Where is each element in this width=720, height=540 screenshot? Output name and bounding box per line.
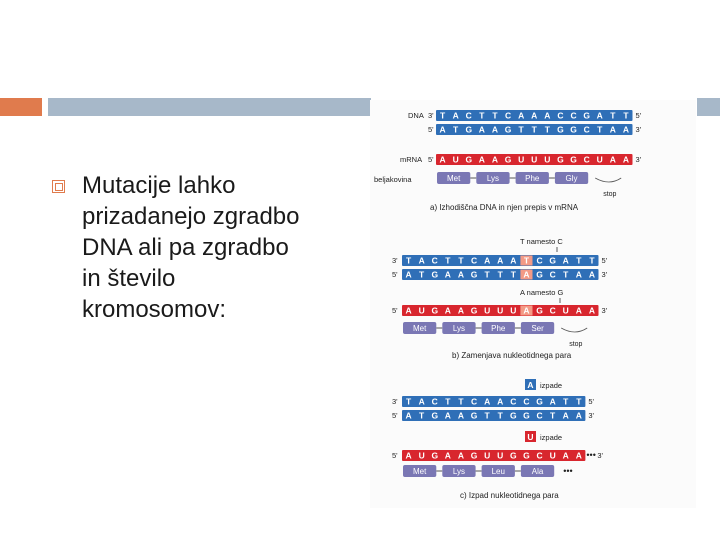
nucleotide: A: [531, 110, 538, 121]
nucleotide: G: [465, 124, 473, 135]
nucleotide: C: [557, 110, 564, 121]
nucleotide: A: [575, 410, 582, 421]
prime-label: 3': [588, 411, 595, 420]
nucleotide: U: [452, 154, 459, 165]
nucleotide: G: [504, 154, 512, 165]
nucleotide: A: [622, 124, 630, 135]
prime-label: 3': [601, 270, 608, 279]
nucleotide: A: [523, 269, 530, 280]
nucleotide: T: [497, 269, 503, 280]
nucleotide: T: [405, 255, 412, 266]
strand-c-bot_strand: [402, 410, 585, 421]
nucleotide: T: [439, 110, 446, 121]
nucleotide: A: [518, 110, 525, 121]
nucleotide: G: [431, 450, 439, 461]
protein-label: beljakovina: [374, 175, 412, 184]
nucleotide: T: [445, 255, 451, 266]
mutation-note: izpade: [540, 381, 563, 390]
prime-label: 3': [601, 306, 608, 315]
prime-label: 5': [392, 451, 398, 460]
nucleotide: U: [531, 154, 538, 165]
nucleotide: C: [536, 450, 543, 461]
nucleotide: A: [444, 269, 451, 280]
nucleotide: G: [523, 410, 530, 421]
nucleotide: T: [531, 124, 537, 135]
nucleotide: T: [445, 396, 451, 407]
nucleotide: G: [465, 154, 473, 165]
nucleotide: G: [504, 124, 512, 135]
nucleotide: T: [597, 124, 603, 135]
nucleotide: G: [470, 410, 478, 421]
nucleotide: G: [470, 305, 478, 316]
stop-bracket: [561, 328, 587, 332]
nucleotide: C: [570, 110, 577, 121]
prime-label: 5': [635, 111, 642, 120]
nucleotide: T: [510, 269, 516, 280]
mutation-note: T namesto C: [520, 237, 563, 246]
nucleotide: A: [457, 269, 465, 280]
amino-acid-label: Met: [412, 467, 427, 476]
nucleotide: G: [431, 305, 439, 316]
nucleotide: T: [576, 255, 582, 266]
nucleotide: U: [484, 305, 491, 316]
nucleotide: C: [431, 396, 438, 407]
amino-acid-label: Phe: [525, 174, 540, 183]
nucleotide: T: [419, 269, 425, 280]
nucleotide: T: [453, 124, 459, 135]
nucleotide: A: [562, 410, 569, 421]
nucleotide: A: [588, 305, 596, 316]
nucleotide: T: [492, 110, 498, 121]
nucleotide: A: [562, 255, 569, 266]
nucleotide: U: [484, 450, 491, 461]
nucleotide: A: [588, 269, 596, 280]
stop-label: stop: [603, 191, 617, 198]
nucleotide: C: [549, 269, 556, 280]
nucleotide: A: [418, 396, 425, 407]
nucleotide: A: [596, 110, 603, 121]
nucleotide: A: [544, 110, 551, 121]
nucleotide: U: [549, 450, 556, 461]
nucleotide: G: [536, 269, 543, 280]
deleted-base: U: [527, 432, 534, 442]
nucleotide: T: [544, 124, 550, 135]
nucleotide: U: [497, 450, 504, 461]
accent-bar-orange: [0, 98, 42, 116]
amino-acid-label: Met: [412, 324, 427, 333]
nucleotide: A: [457, 450, 465, 461]
nucleotide: C: [470, 396, 478, 407]
nucleotide: A: [609, 124, 616, 135]
nucleotide: G: [536, 305, 543, 316]
nucleotide: A: [444, 305, 451, 316]
nucleotide: A: [562, 450, 569, 461]
prime-label: 3': [635, 125, 642, 134]
stop-label: stop: [569, 341, 583, 348]
nucleotide: A: [575, 450, 582, 461]
nucleotide: A: [523, 305, 530, 316]
ellipsis: •••: [586, 450, 596, 460]
nucleotide: T: [563, 396, 569, 407]
nucleotide: G: [470, 269, 478, 280]
nucleotide: A: [439, 154, 446, 165]
mrna-label: mRNA: [400, 155, 423, 164]
nucleotide: G: [431, 410, 439, 421]
nucleotide: A: [444, 410, 451, 421]
nucleotide: A: [549, 396, 556, 407]
nucleotide: T: [623, 110, 629, 121]
prime-label: 5': [428, 155, 434, 164]
prime-label: 3': [392, 256, 398, 265]
nucleotide: A: [575, 305, 582, 316]
nucleotide: U: [418, 450, 425, 461]
prime-label: 3': [428, 111, 434, 120]
nucleotide: T: [419, 410, 425, 421]
nucleotide: A: [405, 305, 412, 316]
nucleotide: T: [576, 396, 582, 407]
nucleotide: C: [465, 110, 472, 121]
amino-acid-label: Lys: [486, 174, 500, 183]
nucleotide: C: [583, 154, 590, 165]
nucleotide: G: [510, 450, 517, 461]
nucleotide: T: [497, 410, 503, 421]
nucleotide: A: [418, 255, 425, 266]
strand-c-mrna_strand: [402, 450, 585, 461]
nucleotide: A: [439, 124, 446, 135]
nucleotide: T: [610, 110, 616, 121]
nucleotide: A: [491, 154, 499, 165]
prime-label: 3': [597, 451, 604, 460]
prime-label: 5': [601, 256, 608, 265]
nucleotide: A: [452, 110, 459, 121]
ellipsis: •••: [563, 466, 573, 476]
nucleotide: U: [562, 305, 569, 316]
dna-label: DNA: [408, 111, 424, 120]
amino-acid-label: Lys: [452, 324, 466, 333]
nucleotide: A: [444, 450, 451, 461]
caption-c: c) Izpad nukleotidnega para: [460, 491, 559, 500]
nucleotide: T: [458, 396, 464, 407]
nucleotide: U: [510, 305, 517, 316]
amino-acid-label: Ser: [531, 324, 544, 333]
prime-label: 5': [392, 306, 398, 315]
nucleotide: A: [497, 255, 504, 266]
nucleotide: A: [622, 154, 630, 165]
amino-acid-label: Lys: [452, 467, 466, 476]
nucleotide: G: [523, 450, 530, 461]
nucleotide: T: [523, 255, 530, 266]
nucleotide: A: [484, 396, 491, 407]
nucleotide: G: [549, 255, 556, 266]
mutation-diagram: [370, 100, 696, 508]
nucleotide: G: [431, 269, 439, 280]
nucleotide: G: [510, 410, 517, 421]
nucleotide: C: [583, 124, 590, 135]
nucleotide: C: [510, 396, 517, 407]
strand-c-top_strand: [402, 396, 585, 407]
nucleotide: T: [479, 110, 485, 121]
nucleotide: A: [405, 450, 412, 461]
amino-acid-label: Met: [446, 174, 461, 183]
nucleotide: T: [563, 269, 569, 280]
nucleotide: C: [523, 396, 530, 407]
prime-label: 5': [428, 125, 434, 134]
nucleotide: G: [470, 450, 478, 461]
amino-acid-label: Phe: [491, 324, 506, 333]
prime-label: 5': [392, 270, 398, 279]
nucleotide: A: [457, 410, 465, 421]
bullet-text: Mutacije lahko prizadanejo zgradbo DNA ali pa zgradbo in število kromosomov:: [82, 172, 300, 323]
nucleotide: A: [484, 255, 491, 266]
nucleotide: C: [549, 305, 556, 316]
nucleotide: G: [557, 124, 564, 135]
stop-bracket: [595, 178, 621, 182]
prime-label: 3': [392, 397, 398, 406]
accent-bar-blue-right: [697, 98, 720, 116]
nucleotide: A: [405, 410, 412, 421]
caption-b: b) Zamenjava nukleotidnega para: [452, 351, 572, 360]
nucleotide: A: [575, 269, 582, 280]
nucleotide: A: [457, 305, 465, 316]
nucleotide: T: [550, 410, 556, 421]
nucleotide: T: [484, 269, 490, 280]
prime-label: 5': [588, 397, 595, 406]
nucleotide: T: [589, 255, 595, 266]
mutation-note: A namesto G: [520, 288, 564, 297]
nucleotide: A: [478, 124, 485, 135]
accent-bar-blue-left: [48, 98, 371, 116]
amino-acid-label: Leu: [491, 467, 505, 476]
nucleotide: T: [484, 410, 490, 421]
prime-label: 3': [635, 155, 642, 164]
amino-acid-label: Gly: [565, 174, 578, 183]
nucleotide: A: [609, 154, 616, 165]
nucleotide: G: [583, 110, 590, 121]
amino-acid-label: Ala: [531, 467, 544, 476]
nucleotide: G: [570, 124, 577, 135]
nucleotide: G: [536, 396, 543, 407]
nucleotide: C: [536, 255, 543, 266]
nucleotide: C: [470, 255, 478, 266]
nucleotide: G: [557, 154, 564, 165]
nucleotide: G: [570, 154, 577, 165]
mutation-note: izpade: [540, 433, 563, 442]
nucleotide: A: [478, 154, 485, 165]
nucleotide: C: [536, 410, 543, 421]
nucleotide: T: [518, 124, 524, 135]
prime-label: 5': [392, 411, 398, 420]
nucleotide: T: [405, 396, 412, 407]
nucleotide: A: [510, 255, 517, 266]
nucleotide: U: [497, 305, 504, 316]
nucleotide: U: [518, 154, 525, 165]
nucleotide: A: [405, 269, 412, 280]
deleted-base: A: [527, 380, 534, 390]
nucleotide: T: [458, 255, 464, 266]
nucleotide: C: [504, 110, 512, 121]
nucleotide: U: [418, 305, 425, 316]
caption-a: a) Izhodiščna DNA in njen prepis v mRNA: [430, 203, 579, 212]
mutation-figure: [370, 100, 696, 508]
nucleotide: C: [431, 255, 438, 266]
nucleotide: A: [491, 124, 499, 135]
nucleotide: U: [544, 154, 551, 165]
nucleotide: A: [497, 396, 504, 407]
nucleotide: U: [596, 154, 603, 165]
bullet-icon: [52, 180, 65, 193]
